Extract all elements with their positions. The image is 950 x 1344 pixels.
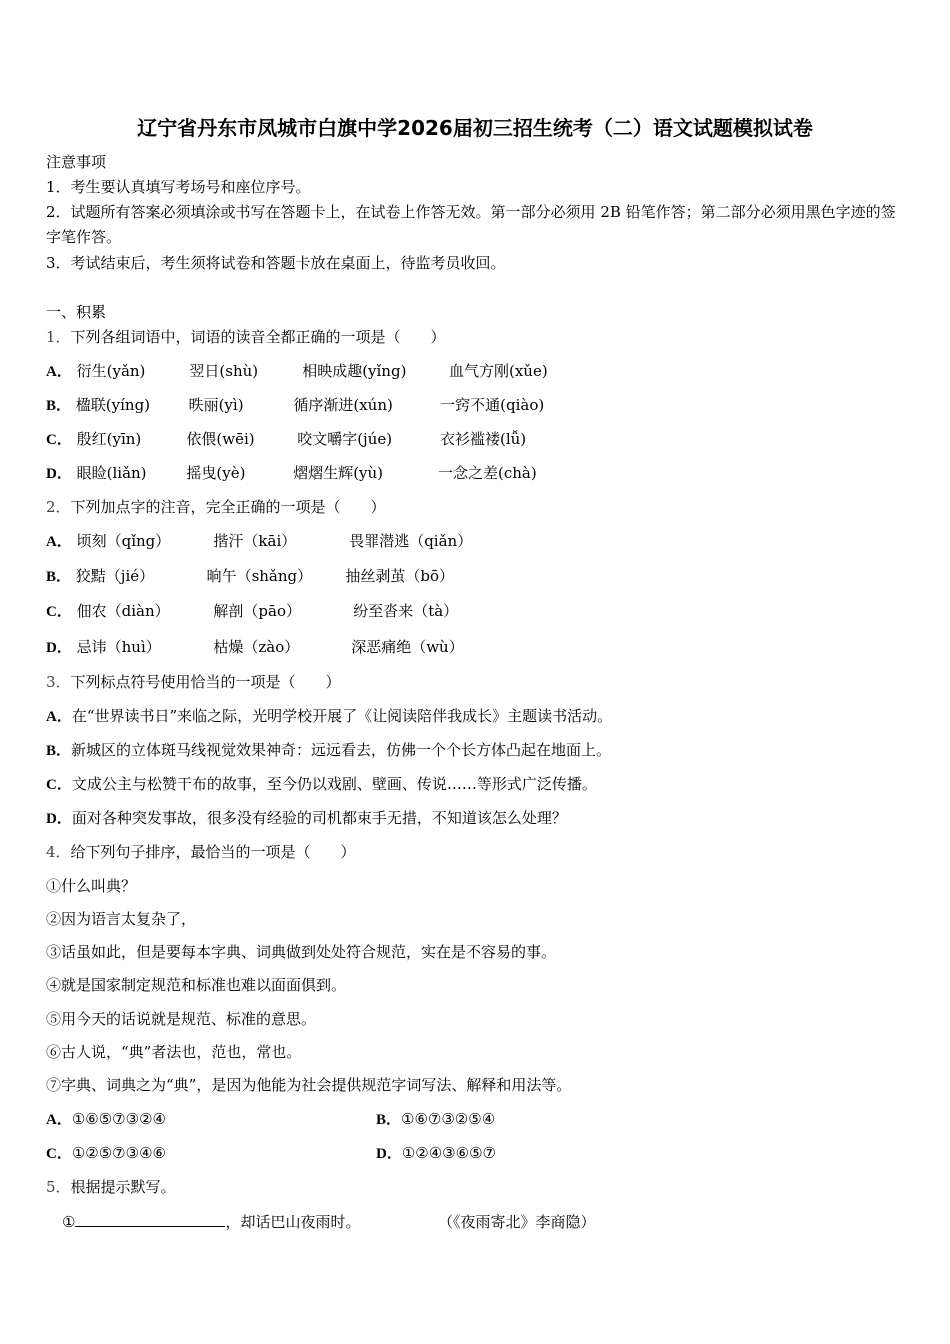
notice-heading: 注意事项 <box>46 153 107 171</box>
option-word: 摇曳(yè) <box>186 464 246 482</box>
dictation-item-1 <box>62 1210 596 1232</box>
option-label: D． <box>46 811 72 827</box>
option-word: 依偎(wēi) <box>186 430 255 448</box>
option-label: D． <box>46 466 72 482</box>
sentence-2: ②因为语言太复杂了， <box>46 910 197 928</box>
question-number: 2． <box>46 498 71 516</box>
option-label: B． <box>46 743 72 759</box>
option-label: A． <box>46 1112 72 1128</box>
question-number: 4． <box>46 843 71 861</box>
option-text: ①⑥⑤⑦③②④ <box>71 1110 166 1128</box>
sentence-1: ①什么叫典？ <box>46 877 137 895</box>
page-title: 辽宁省丹东市凤城市白旗中学2026届初三招生统考（二）语文试题模拟试卷 <box>137 116 813 140</box>
q4-option-a[interactable] <box>46 1109 166 1130</box>
option-label: C． <box>46 604 72 620</box>
notice-item-2: 2．试题所有答案必须填涂或书写在答题卡上，在试卷上作答无效。第一部分必须用 2B 铅笔作答；第二部分必须用黑色字迹的签字笔作答。 <box>46 203 896 246</box>
question-stem: 根据提示默写。 <box>70 1178 176 1196</box>
item-marker: ① <box>62 1213 76 1231</box>
question-stem: 下列标点符号使用恰当的一项是（ ） <box>70 673 341 691</box>
q1-option-d[interactable] <box>46 463 537 484</box>
option-word: 一念之差(chà) <box>437 464 537 482</box>
notice-item-1: 1．考生要认真填写考场号和座位序号。 <box>46 178 311 196</box>
option-label: D． <box>376 1146 402 1162</box>
option-word: 揩汗（kāi） <box>213 532 297 550</box>
poem-line: ，却话巴山夜雨时。 <box>225 1213 361 1231</box>
option-label: C． <box>46 1146 72 1162</box>
q2-option-c[interactable] <box>46 601 458 622</box>
option-word: 纷至沓来（tà） <box>353 602 459 620</box>
sentence-6: ⑥古人说，“典”者法也，范也，常也。 <box>46 1043 302 1061</box>
q2-option-d[interactable] <box>46 637 464 658</box>
option-word: 一窍不通(qiào) <box>440 396 545 414</box>
option-text: ①②⑤⑦③④⑥ <box>71 1144 166 1162</box>
option-text: 新城区的立体斑马线视觉效果神奇：远远看去，仿佛一个个长方体凸起在地面上。 <box>71 741 612 759</box>
q1-option-a[interactable] <box>46 361 548 382</box>
option-word: 抽丝剥茧（bō） <box>345 567 454 585</box>
option-text: 文成公主与松赞干布的故事，至今仍以戏剧、壁画、传说……等形式广泛传播。 <box>71 775 597 793</box>
q4-option-c[interactable] <box>46 1143 166 1164</box>
option-word: 血气方刚(xǔe) <box>448 362 548 380</box>
option-word: 相映成趣(yǐng) <box>302 362 407 380</box>
sentence-7: ⑦字典、词典之为“典”，是因为他能为社会提供规范字词写法、解释和用法等。 <box>46 1076 572 1094</box>
option-word: 解剖（pāo） <box>213 602 301 620</box>
q1-option-b[interactable] <box>46 395 544 416</box>
question-3 <box>46 672 341 692</box>
sentence-4: ④就是国家制定规范和标准也难以面面俱到。 <box>46 976 347 994</box>
option-label: A． <box>46 709 72 725</box>
question-5 <box>46 1177 176 1197</box>
option-word: 顷刻（qǐng） <box>76 532 171 550</box>
option-word: 楹联(yíng) <box>75 396 151 414</box>
option-word: 枯燥（zào） <box>213 638 300 656</box>
option-word: 衍生(yǎn) <box>76 362 146 380</box>
q2-option-a[interactable] <box>46 531 472 552</box>
option-word: 昳丽(yì) <box>188 396 244 414</box>
option-label: B． <box>46 569 72 585</box>
option-label: C． <box>46 777 72 793</box>
question-1 <box>46 327 446 347</box>
question-number: 3． <box>46 673 71 691</box>
option-word: 咬文嚼字(júe) <box>297 430 393 448</box>
notice-item-3: 3．考试结束后，考生须将试卷和答题卡放在桌面上，待监考员收回。 <box>46 254 506 272</box>
question-stem: 下列各组词语中，词语的读音全都正确的一项是（ ） <box>70 328 446 346</box>
question-stem: 给下列句子排序，最恰当的一项是（ ） <box>70 843 356 861</box>
question-4 <box>46 842 356 862</box>
question-number: 5． <box>46 1178 71 1196</box>
option-label: B． <box>46 398 72 414</box>
q4-option-b[interactable] <box>376 1109 495 1130</box>
option-word: 畏罪潜逃（qiǎn） <box>349 532 473 550</box>
option-label: C． <box>46 432 72 448</box>
question-2 <box>46 497 386 517</box>
answer-blank[interactable] <box>75 1210 225 1227</box>
option-word: 狡黠（jié） <box>75 567 155 585</box>
q4-option-d[interactable] <box>376 1143 496 1164</box>
option-word: 殷红(yīn) <box>76 430 142 448</box>
option-word: 熠熠生辉(yù) <box>293 464 384 482</box>
option-label: A． <box>46 534 72 550</box>
option-word: 晌午（shǎng） <box>206 567 313 585</box>
q3-option-b[interactable] <box>46 740 611 761</box>
option-word: 翌日(shù) <box>189 362 259 380</box>
option-text: ①②④③⑥⑤⑦ <box>401 1144 496 1162</box>
question-stem: 下列加点字的注音，完全正确的一项是（ ） <box>70 498 386 516</box>
option-word: 忌讳（huì） <box>76 638 161 656</box>
q2-option-b[interactable] <box>46 566 454 587</box>
question-number: 1． <box>46 328 71 346</box>
option-label: D． <box>46 640 72 656</box>
option-text: 在“世界读书日”来临之际，光明学校开展了《让阅读陪伴我成长》主题读书活动。 <box>71 707 613 725</box>
option-text: 面对各种突发事故，很多没有经验的司机都束手无措，不知道该怎么处理？ <box>71 809 567 827</box>
option-text: ①⑥⑦③②⑤④ <box>401 1110 496 1128</box>
q1-option-c[interactable] <box>46 429 526 450</box>
option-word: 循序渐进(xún) <box>293 396 393 414</box>
section-heading: 一、积累 <box>46 303 107 321</box>
q3-option-a[interactable] <box>46 706 612 727</box>
option-word: 深恶痛绝（wù） <box>351 638 464 656</box>
option-label: B． <box>376 1112 402 1128</box>
q3-option-d[interactable] <box>46 808 567 829</box>
q3-option-c[interactable] <box>46 774 597 795</box>
option-word: 佃农（diàn） <box>76 602 170 620</box>
option-word: 衣衫褴褛(lǚ) <box>439 430 527 448</box>
option-word: 眼睑(liǎn) <box>76 464 147 482</box>
option-label: A． <box>46 364 72 380</box>
sentence-5: ⑤用今天的话说就是规范、标准的意思。 <box>46 1010 317 1028</box>
sentence-3: ③话虽如此，但是要每本字典、词典做到处处符合规范，实在是不容易的事。 <box>46 943 557 961</box>
poem-source: （《夜雨寄北》李商隐） <box>438 1213 596 1231</box>
